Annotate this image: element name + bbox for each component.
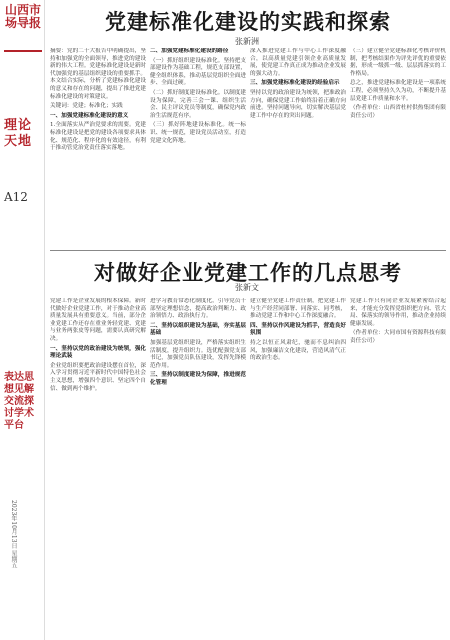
paragraph: 深入推进党建工作与中心工作深度融合，以高质量党建引领企业高质量发展，使党建工作真正成为推动企业发展的强大动力。 — [250, 48, 346, 77]
article-1-title: 党建标准化建设的实践和探索 — [105, 9, 391, 34]
section-heading: 四、坚持以作风建设为抓手，营造良好氛围 — [250, 322, 346, 337]
article-2-column-3 — [250, 298, 346, 636]
page-content — [50, 0, 446, 640]
section-heading: 一、加强党建标准化建设的意义 — [50, 112, 129, 119]
paragraph: （作者单位：山西省杜村供热集团有限责任公司） — [350, 105, 446, 119]
section-heading: 二、坚持以组织建设为基础，夯实基层基础 — [150, 322, 246, 337]
paragraph: 企业党组织要把政治建设摆在首位，深入学习贯彻习近平新时代中国特色社会主义思想，增强四个意识、坚定四个自信、做到两个维护。 — [50, 362, 146, 392]
section-heading: 三、坚持以制度建设为保障，推进规范化管理 — [150, 372, 246, 386]
article-1-column-1 — [50, 48, 146, 248]
section-heading: 二、加强党建标准化建设的路径 — [150, 48, 229, 54]
paragraph: 党建工作只有同企业发展紧密结合起来，才能充分发挥党组织把方向、管大局、保落实的领导作用，推动企业持续健康发展。 — [350, 298, 446, 327]
paragraph: （一）抓好组织建设标准化。坚持把支部建设作为基础工程，规范支部设置，健全组织体系，推动基层党组织全面进步、全面过硬。 — [150, 57, 246, 87]
paragraph: 持之以恒正风肃纪，驰而不息纠治四风，加强廉洁文化建设，营造风清气正的政治生态。 — [250, 339, 346, 362]
article-2-column-2 — [150, 298, 246, 636]
article-1-column-2 — [150, 48, 246, 248]
article-2-byline: 张新文 — [235, 283, 259, 292]
section-heading: 一、坚持以党的政治建设为统领，强化理论武装 — [50, 345, 146, 360]
sidebar — [0, 0, 44, 640]
masthead-logo: 山西市场导报 — [4, 3, 41, 30]
paragraph: 建立健全党建工作责任制，把党建工作与生产经营同部署、同落实、同考核，推动党建工作和中心工作深度融合。 — [250, 298, 346, 320]
article-2-column-1 — [50, 298, 146, 636]
page-number: A12 — [4, 190, 28, 204]
paragraph: （二）抓好制度建设标准化。以制度建设为保障，完善三会一课、组织生活会、民主评议党员等制度，确保党内政治生活规范有序。 — [150, 89, 246, 119]
paragraph: （作者单位：大同市国有资源科技有限责任公司） — [350, 330, 446, 344]
article-1-column-3 — [250, 48, 346, 248]
sidebar-footer: 2023年10月13日 星期五 — [10, 500, 17, 569]
paragraph: 进学习教育常态化制度化，引导党员干部坚定理想信念，提高政治判断力、政治领悟力、政治执行力。 — [150, 298, 246, 320]
article-1-column-4 — [350, 48, 446, 248]
logo-divider — [4, 50, 42, 52]
paragraph: 加强基层党组织建设，严格落实组织生活制度，提升组织力。选优配强党支部书记，加强党员队伍建设，发挥先锋模范作用。 — [150, 339, 246, 369]
section-name: 理论天地 — [4, 118, 33, 149]
article-2-title: 对做好企业党建工作的几点思考 — [94, 260, 402, 285]
paragraph: 摘要：党的二十大报告中明确提出，坚持和加强党的全面领导，推进党的建设新的伟大工程。党建标准化建设是新时代加强党的基层组织建设的重要抓手。本文结合实际，分析了党建标准化建设的意义和存在的问题，提出了推进党建标准化建设的对策建议。 — [50, 48, 146, 100]
article-2-column-4 — [350, 298, 446, 636]
paragraph: 1.全面落实从严治党要求的需要。党建标准化建设是把党的建设各项要求具体化、规范化、程序化的有效途径，有利于推动管党治党责任落实落地。 — [50, 122, 146, 152]
paragraph: （三）抓好阵地建设标准化。统一标识、统一规范，建设党员活动室，打造党建文化阵地。 — [150, 122, 246, 144]
section-heading: 三、加强党建标准化建设的经验启示 — [250, 80, 340, 87]
paragraph: （三）建立健全党建标准化考核评价机制，把考核结果作为评先评优的重要依据，形成一级抓一级、层层抓落实的工作格局。 — [350, 48, 446, 77]
article-1-byline: 张新洲 — [235, 37, 259, 46]
column-divider — [44, 0, 45, 640]
paragraph: 坚持以党的政治建设为统领，把准政治方向，确保党建工作始终沿着正确方向前进。坚持问题导向，切实解决基层党建工作中存在的突出问题。 — [250, 89, 346, 119]
article-divider — [50, 250, 446, 251]
sidebar-slogan: 表达思想见解 交流探讨学术平台 — [4, 372, 34, 431]
paragraph: 党建工作是企业发展的根本保障。新时代做好企业党建工作，对于推动企业高质量发展具有重要意义。当前，部分企业党建工作还存在重业务轻党建、党建与业务两张皮等问题，需要认真研究解决。 — [50, 298, 146, 342]
paragraph: 总之，推进党建标准化建设是一项系统工程，必须坚持久久为功，不断提升基层党建工作质量和水平。 — [350, 80, 446, 102]
paragraph: 关键词：党建；标准化；实践 — [50, 103, 123, 110]
